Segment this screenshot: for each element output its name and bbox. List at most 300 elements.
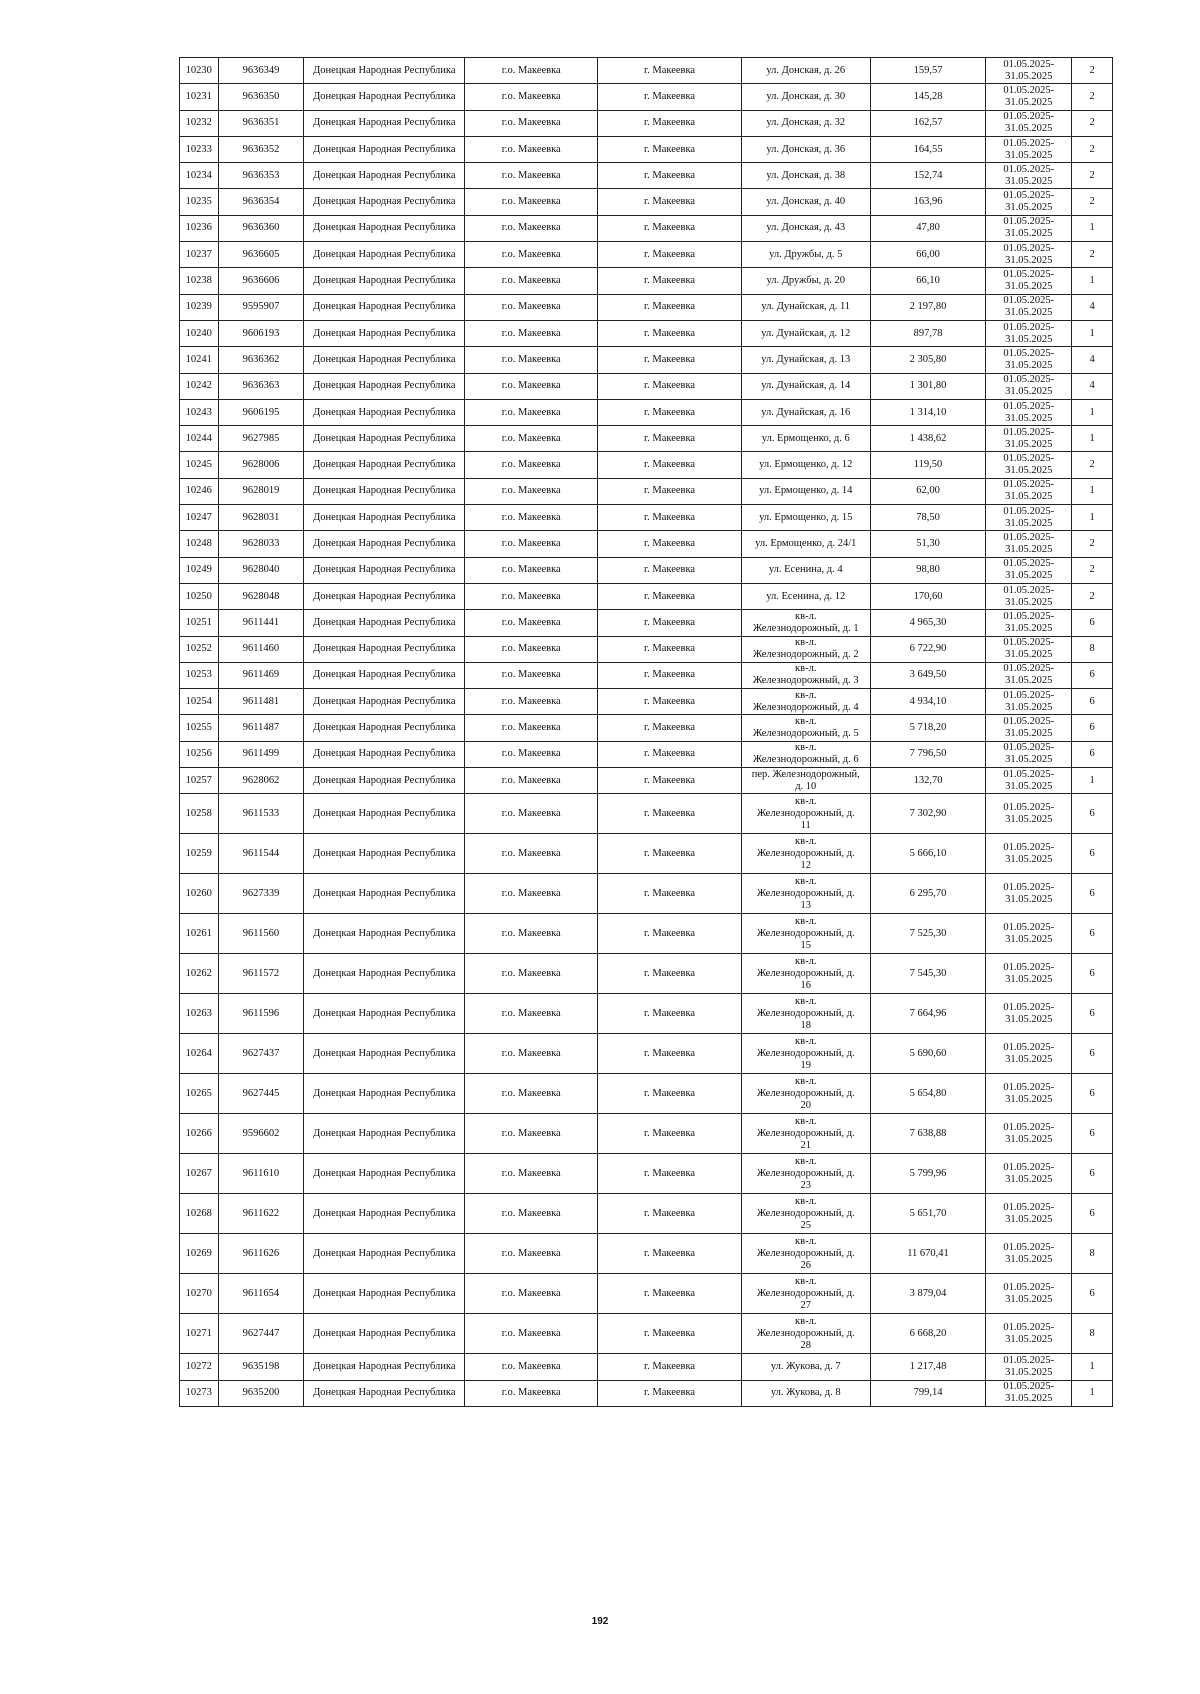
period-cell (986, 662, 1072, 688)
period-line: 31.05.2025 (1005, 96, 1053, 108)
table-row (180, 1380, 1113, 1406)
object-code-cell: 9606193 (218, 320, 304, 346)
address-line: Железнодорожный, д. 2 (752, 649, 859, 661)
address-cell (741, 163, 870, 189)
table-row (180, 294, 1113, 320)
object-code-cell: 9636362 (218, 347, 304, 373)
area-cell: 1 301,80 (870, 373, 986, 399)
table-row (180, 874, 1113, 914)
period-line: 31.05.2025 (1005, 517, 1053, 529)
table-row (180, 557, 1113, 583)
table-row (180, 610, 1113, 636)
count-cell: 2 (1072, 110, 1113, 136)
table-row (180, 583, 1113, 609)
row-number-cell: 10260 (180, 874, 219, 914)
count-cell: 6 (1072, 874, 1113, 914)
area-cell: 7 525,30 (870, 914, 986, 954)
period-line: 31.05.2025 (1005, 675, 1053, 687)
address-cell (741, 689, 870, 715)
district-cell: г.о. Макеевка (465, 715, 598, 741)
city-cell: г. Макеевка (598, 715, 742, 741)
row-number-cell: 10246 (180, 478, 219, 504)
address-line: Железнодорожный, д. (756, 1127, 855, 1139)
count-cell: 6 (1072, 1034, 1113, 1074)
period-line: 31.05.2025 (1005, 543, 1053, 555)
table-row (180, 320, 1113, 346)
object-code-cell: 9628006 (218, 452, 304, 478)
address-line: Железнодорожный, д. (756, 1287, 855, 1299)
count-cell: 8 (1072, 636, 1113, 662)
period-line: 31.05.2025 (1005, 202, 1053, 214)
area-cell: 897,78 (870, 320, 986, 346)
address-cell (741, 242, 870, 268)
address-line: Железнодорожный, д. (756, 967, 855, 979)
table-row (180, 1314, 1113, 1354)
period-line: 31.05.2025 (1005, 359, 1053, 371)
district-cell: г.о. Макеевка (465, 1380, 598, 1406)
address-cell (741, 84, 870, 110)
object-code-cell: 9611596 (218, 994, 304, 1034)
table-row (180, 914, 1113, 954)
area-cell: 5 718,20 (870, 715, 986, 741)
count-cell: 1 (1072, 320, 1113, 346)
region-cell: Донецкая Народная Республика (304, 110, 465, 136)
row-number-cell: 10250 (180, 583, 219, 609)
address-line: ул. Донская, д. 40 (766, 196, 846, 208)
table-row (180, 1194, 1113, 1234)
count-cell: 4 (1072, 347, 1113, 373)
district-cell: г.о. Макеевка (465, 1354, 598, 1380)
period-line: 01.05.2025- (1003, 1381, 1055, 1393)
row-number-cell: 10273 (180, 1380, 219, 1406)
district-cell: г.о. Макеевка (465, 478, 598, 504)
period-cell (986, 163, 1072, 189)
address-cell (741, 636, 870, 662)
period-cell (986, 768, 1072, 794)
address-line: 25 (800, 1219, 811, 1231)
region-cell: Донецкая Народная Республика (304, 373, 465, 399)
city-cell: г. Макеевка (598, 426, 742, 452)
city-cell: г. Макеевка (598, 768, 742, 794)
district-cell: г.о. Макеевка (465, 347, 598, 373)
period-line: 01.05.2025- (1003, 1241, 1055, 1253)
period-cell (986, 84, 1072, 110)
object-code-cell: 9628062 (218, 768, 304, 794)
city-cell: г. Макеевка (598, 478, 742, 504)
address-line: 23 (800, 1179, 811, 1191)
count-cell: 1 (1072, 478, 1113, 504)
table-row (180, 1074, 1113, 1114)
region-cell: Донецкая Народная Республика (304, 294, 465, 320)
address-line: ул. Донская, д. 32 (766, 117, 846, 129)
period-line: 01.05.2025- (1003, 1201, 1055, 1213)
district-cell: г.о. Макеевка (465, 189, 598, 215)
region-cell: Донецкая Народная Республика (304, 478, 465, 504)
row-number-cell: 10244 (180, 426, 219, 452)
table-row (180, 189, 1113, 215)
count-cell: 2 (1072, 452, 1113, 478)
row-number-cell: 10269 (180, 1234, 219, 1274)
address-line: кв-л. (795, 663, 817, 675)
area-cell: 4 965,30 (870, 610, 986, 636)
address-line: Железнодорожный, д. 5 (752, 728, 859, 740)
city-cell: г. Макеевка (598, 110, 742, 136)
period-cell (986, 715, 1072, 741)
period-line: 31.05.2025 (1005, 728, 1053, 740)
period-cell (986, 794, 1072, 834)
area-cell: 1 217,48 (870, 1354, 986, 1380)
district-cell: г.о. Макеевка (465, 426, 598, 452)
region-cell: Донецкая Народная Республика (304, 1354, 465, 1380)
period-cell (986, 834, 1072, 874)
period-line: 01.05.2025- (1003, 137, 1055, 149)
area-cell: 119,50 (870, 452, 986, 478)
region-cell: Донецкая Народная Республика (304, 58, 465, 84)
address-cell (741, 1354, 870, 1380)
area-cell: 164,55 (870, 136, 986, 162)
region-cell: Донецкая Народная Республика (304, 1074, 465, 1114)
area-cell: 159,57 (870, 58, 986, 84)
address-cell (741, 478, 870, 504)
address-line: ул. Ермощенко, д. 12 (759, 459, 853, 471)
table-row (180, 242, 1113, 268)
period-cell (986, 505, 1072, 531)
count-cell: 2 (1072, 557, 1113, 583)
period-line: 31.05.2025 (1005, 333, 1053, 345)
address-line: 12 (800, 859, 811, 871)
district-cell: г.о. Макеевка (465, 1034, 598, 1074)
row-number-cell: 10252 (180, 636, 219, 662)
count-cell: 2 (1072, 583, 1113, 609)
period-line: 01.05.2025- (1003, 961, 1055, 973)
row-number-cell: 10258 (180, 794, 219, 834)
data-table (179, 57, 1113, 1407)
period-line: 01.05.2025- (1003, 1081, 1055, 1093)
object-code-cell: 9636354 (218, 189, 304, 215)
region-cell: Донецкая Народная Республика (304, 189, 465, 215)
row-number-cell: 10257 (180, 768, 219, 794)
count-cell: 2 (1072, 136, 1113, 162)
district-cell: г.о. Макеевка (465, 163, 598, 189)
period-line: 31.05.2025 (1005, 70, 1053, 82)
address-cell (741, 583, 870, 609)
period-line: 01.05.2025- (1003, 584, 1055, 596)
address-line: кв-л. (795, 955, 817, 967)
address-line: Железнодорожный, д. (756, 1167, 855, 1179)
city-cell: г. Макеевка (598, 1034, 742, 1074)
row-number-cell: 10267 (180, 1154, 219, 1194)
city-cell: г. Макеевка (598, 1354, 742, 1380)
address-cell (741, 768, 870, 794)
object-code-cell: 9636353 (218, 163, 304, 189)
region-cell: Донецкая Народная Республика (304, 1380, 465, 1406)
address-line: кв-л. (795, 1035, 817, 1047)
region-cell: Донецкая Народная Республика (304, 215, 465, 241)
address-cell (741, 954, 870, 994)
table-row (180, 163, 1113, 189)
address-line: Железнодорожный, д. (756, 887, 855, 899)
row-number-cell: 10264 (180, 1034, 219, 1074)
object-code-cell: 9606195 (218, 399, 304, 425)
period-line: 31.05.2025 (1005, 1053, 1053, 1065)
address-line: кв-л. (795, 637, 817, 649)
period-cell (986, 268, 1072, 294)
city-cell: г. Макеевка (598, 399, 742, 425)
period-cell (986, 110, 1072, 136)
address-cell (741, 1234, 870, 1274)
row-number-cell: 10230 (180, 58, 219, 84)
address-cell (741, 294, 870, 320)
address-line: Железнодорожный, д. (756, 1007, 855, 1019)
address-line: Железнодорожный, д. 4 (752, 701, 859, 713)
address-line: ул. Жукова, д. 8 (770, 1387, 841, 1399)
address-line: ул. Донская, д. 36 (766, 143, 846, 155)
object-code-cell: 9611533 (218, 794, 304, 834)
district-cell: г.о. Макеевка (465, 242, 598, 268)
address-cell (741, 215, 870, 241)
row-number-cell: 10248 (180, 531, 219, 557)
table-row (180, 689, 1113, 715)
row-number-cell: 10255 (180, 715, 219, 741)
count-cell: 4 (1072, 373, 1113, 399)
period-cell (986, 136, 1072, 162)
area-cell: 2 305,80 (870, 347, 986, 373)
city-cell: г. Макеевка (598, 242, 742, 268)
count-cell: 6 (1072, 1114, 1113, 1154)
region-cell: Донецкая Народная Республика (304, 794, 465, 834)
region-cell: Донецкая Народная Республика (304, 426, 465, 452)
address-cell (741, 874, 870, 914)
period-cell (986, 1154, 1072, 1194)
period-cell (986, 478, 1072, 504)
address-line: 26 (800, 1259, 811, 1271)
address-cell (741, 58, 870, 84)
count-cell: 6 (1072, 834, 1113, 874)
period-line: 01.05.2025- (1003, 111, 1055, 123)
period-line: 31.05.2025 (1005, 893, 1053, 905)
period-line: 01.05.2025- (1003, 295, 1055, 307)
address-line: кв-л. (795, 610, 817, 622)
count-cell: 2 (1072, 531, 1113, 557)
address-line: Железнодорожный, д. 1 (752, 622, 859, 634)
city-cell: г. Макеевка (598, 834, 742, 874)
period-cell (986, 426, 1072, 452)
address-line: 11 (800, 819, 811, 831)
area-cell: 47,80 (870, 215, 986, 241)
region-cell: Донецкая Народная Республика (304, 583, 465, 609)
city-cell: г. Макеевка (598, 373, 742, 399)
object-code-cell: 9636350 (218, 84, 304, 110)
row-number-cell: 10237 (180, 242, 219, 268)
period-line: 01.05.2025- (1003, 531, 1055, 543)
address-line: Железнодорожный, д. (756, 1327, 855, 1339)
object-code-cell: 9595907 (218, 294, 304, 320)
period-line: 31.05.2025 (1005, 1173, 1053, 1185)
period-cell (986, 1314, 1072, 1354)
address-cell (741, 715, 870, 741)
region-cell: Донецкая Народная Республика (304, 557, 465, 583)
area-cell: 1 314,10 (870, 399, 986, 425)
address-line: ул. Ермощенко, д. 6 (761, 432, 850, 444)
district-cell: г.о. Макеевка (465, 531, 598, 557)
address-cell (741, 268, 870, 294)
period-cell (986, 1234, 1072, 1274)
period-line: 31.05.2025 (1005, 228, 1053, 240)
row-number-cell: 10266 (180, 1114, 219, 1154)
count-cell: 6 (1072, 794, 1113, 834)
district-cell: г.о. Макеевка (465, 689, 598, 715)
area-cell: 62,00 (870, 478, 986, 504)
period-cell (986, 1354, 1072, 1380)
period-line: 01.05.2025- (1003, 269, 1055, 281)
area-cell: 5 651,70 (870, 1194, 986, 1234)
count-cell: 4 (1072, 294, 1113, 320)
address-line: кв-л. (795, 1315, 817, 1327)
period-cell (986, 399, 1072, 425)
object-code-cell: 9611654 (218, 1274, 304, 1314)
area-cell: 7 545,30 (870, 954, 986, 994)
city-cell: г. Макеевка (598, 189, 742, 215)
object-code-cell: 9635198 (218, 1354, 304, 1380)
region-cell: Донецкая Народная Республика (304, 452, 465, 478)
period-line: 31.05.2025 (1005, 933, 1053, 945)
row-number-cell: 10249 (180, 557, 219, 583)
address-line: ул. Дунайская, д. 11 (761, 301, 851, 313)
district-cell: г.о. Макеевка (465, 136, 598, 162)
address-line: ул. Дунайская, д. 14 (761, 380, 851, 392)
district-cell: г.о. Макеевка (465, 768, 598, 794)
period-line: 01.05.2025- (1003, 716, 1055, 728)
object-code-cell: 9636351 (218, 110, 304, 136)
district-cell: г.о. Макеевка (465, 1194, 598, 1234)
city-cell: г. Макеевка (598, 874, 742, 914)
period-line: 31.05.2025 (1005, 1333, 1053, 1345)
address-line: кв-л. (795, 795, 817, 807)
period-line: 01.05.2025- (1003, 1121, 1055, 1133)
period-line: 01.05.2025- (1003, 505, 1055, 517)
period-line: 31.05.2025 (1005, 570, 1053, 582)
area-cell: 170,60 (870, 583, 986, 609)
area-cell: 7 638,88 (870, 1114, 986, 1154)
row-number-cell: 10232 (180, 110, 219, 136)
district-cell: г.о. Макеевка (465, 452, 598, 478)
table-row (180, 1034, 1113, 1074)
period-cell (986, 242, 1072, 268)
district-cell: г.о. Макеевка (465, 505, 598, 531)
address-line: Железнодорожный, д. (756, 1087, 855, 1099)
object-code-cell: 9636352 (218, 136, 304, 162)
address-cell (741, 505, 870, 531)
table-row (180, 531, 1113, 557)
address-cell (741, 794, 870, 834)
table-row (180, 768, 1113, 794)
period-cell (986, 1074, 1072, 1114)
object-code-cell: 9636349 (218, 58, 304, 84)
table-row (180, 347, 1113, 373)
city-cell: г. Макеевка (598, 452, 742, 478)
district-cell: г.о. Макеевка (465, 994, 598, 1034)
table-row (180, 215, 1113, 241)
address-line: Железнодорожный, д. (756, 1047, 855, 1059)
row-number-cell: 10236 (180, 215, 219, 241)
table-row (180, 954, 1113, 994)
count-cell: 1 (1072, 426, 1113, 452)
period-line: 01.05.2025- (1003, 637, 1055, 649)
area-cell: 66,00 (870, 242, 986, 268)
city-cell: г. Макеевка (598, 1314, 742, 1354)
district-cell: г.о. Макеевка (465, 662, 598, 688)
city-cell: г. Макеевка (598, 741, 742, 767)
period-line: 31.05.2025 (1005, 281, 1053, 293)
object-code-cell: 9611499 (218, 741, 304, 767)
address-line: 13 (800, 899, 811, 911)
table-row (180, 110, 1113, 136)
district-cell: г.о. Макеевка (465, 1234, 598, 1274)
period-line: 01.05.2025- (1003, 689, 1055, 701)
address-line: кв-л. (795, 915, 817, 927)
city-cell: г. Макеевка (598, 215, 742, 241)
period-cell (986, 58, 1072, 84)
address-line: кв-л. (795, 1155, 817, 1167)
period-line: 31.05.2025 (1005, 123, 1053, 135)
period-line: 01.05.2025- (1003, 1354, 1055, 1366)
address-cell (741, 452, 870, 478)
district-cell: г.о. Макеевка (465, 84, 598, 110)
object-code-cell: 9628031 (218, 505, 304, 531)
address-line: 28 (800, 1339, 811, 1351)
period-line: 31.05.2025 (1005, 649, 1053, 661)
object-code-cell: 9611626 (218, 1234, 304, 1274)
period-line: 31.05.2025 (1005, 1253, 1053, 1265)
object-code-cell: 9611487 (218, 715, 304, 741)
region-cell: Донецкая Народная Республика (304, 741, 465, 767)
period-line: 31.05.2025 (1005, 307, 1053, 319)
period-line: 01.05.2025- (1003, 400, 1055, 412)
area-cell: 3 879,04 (870, 1274, 986, 1314)
city-cell: г. Макеевка (598, 1074, 742, 1114)
period-cell (986, 1194, 1072, 1234)
object-code-cell: 9628019 (218, 478, 304, 504)
city-cell: г. Макеевка (598, 954, 742, 994)
address-cell (741, 531, 870, 557)
address-cell (741, 1074, 870, 1114)
row-number-cell: 10265 (180, 1074, 219, 1114)
city-cell: г. Макеевка (598, 505, 742, 531)
object-code-cell: 9636606 (218, 268, 304, 294)
period-cell (986, 1274, 1072, 1314)
address-line: 27 (800, 1299, 811, 1311)
address-cell (741, 914, 870, 954)
period-line: 01.05.2025- (1003, 453, 1055, 465)
city-cell: г. Макеевка (598, 610, 742, 636)
district-cell: г.о. Макеевка (465, 741, 598, 767)
period-line: 01.05.2025- (1003, 1161, 1055, 1173)
period-line: 01.05.2025- (1003, 479, 1055, 491)
district-cell: г.о. Макеевка (465, 583, 598, 609)
period-cell (986, 1380, 1072, 1406)
address-cell (741, 136, 870, 162)
table-row (180, 478, 1113, 504)
period-cell (986, 583, 1072, 609)
table-row (180, 84, 1113, 110)
object-code-cell: 9611460 (218, 636, 304, 662)
period-line: 01.05.2025- (1003, 163, 1055, 175)
address-line: Железнодорожный, д. 6 (752, 754, 859, 766)
district-cell: г.о. Макеевка (465, 294, 598, 320)
table-row (180, 794, 1113, 834)
object-code-cell: 9627447 (218, 1314, 304, 1354)
area-cell: 5 690,60 (870, 1034, 986, 1074)
